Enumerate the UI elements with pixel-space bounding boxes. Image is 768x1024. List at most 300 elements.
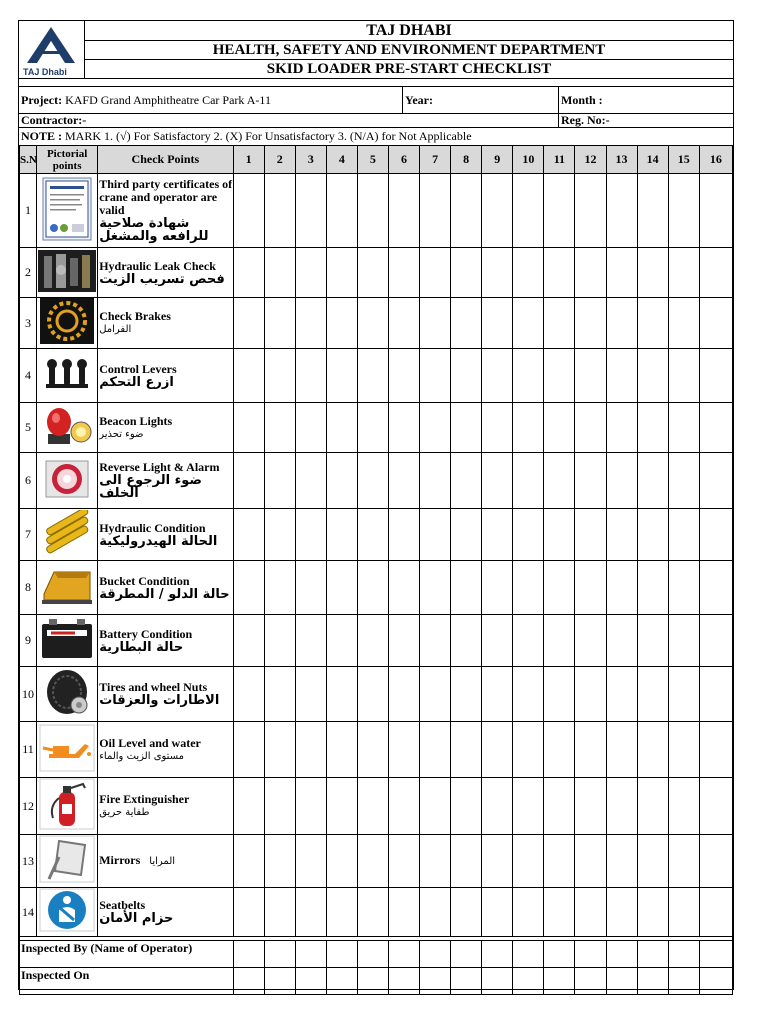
day-check-cell[interactable] bbox=[233, 174, 264, 248]
table-row bbox=[20, 174, 733, 248]
day-check-cell[interactable] bbox=[699, 248, 732, 298]
day-check-cell[interactable] bbox=[575, 509, 606, 561]
day-check-cell[interactable] bbox=[326, 561, 357, 615]
day-check-cell[interactable] bbox=[357, 298, 388, 349]
day-check-cell[interactable] bbox=[699, 174, 732, 248]
signature-cell[interactable] bbox=[295, 941, 326, 968]
day-check-cell[interactable] bbox=[544, 298, 575, 349]
day-check-cell[interactable] bbox=[575, 778, 606, 835]
day-check-cell[interactable] bbox=[606, 667, 637, 722]
day-check-cell[interactable] bbox=[544, 722, 575, 778]
day-check-cell[interactable] bbox=[668, 722, 699, 778]
day-check-cell[interactable] bbox=[699, 778, 732, 835]
signature-cell[interactable] bbox=[357, 968, 388, 995]
signature-cell[interactable] bbox=[264, 968, 295, 995]
day-check-cell[interactable] bbox=[420, 667, 451, 722]
year-field[interactable]: Year: bbox=[403, 87, 559, 113]
day-check-cell[interactable] bbox=[575, 174, 606, 248]
day-check-cell[interactable] bbox=[513, 509, 544, 561]
signature-cell[interactable] bbox=[326, 968, 357, 995]
day-check-cell[interactable] bbox=[668, 248, 699, 298]
day-check-cell[interactable] bbox=[451, 615, 482, 667]
check-point-cell bbox=[98, 174, 233, 248]
day-check-cell[interactable] bbox=[451, 667, 482, 722]
day-check-cell[interactable] bbox=[420, 403, 451, 453]
day-check-cell[interactable] bbox=[357, 778, 388, 835]
signature-cell[interactable] bbox=[699, 941, 732, 968]
day-check-cell[interactable] bbox=[699, 349, 732, 403]
day-check-cell[interactable] bbox=[295, 888, 326, 937]
day-check-cell[interactable] bbox=[544, 453, 575, 509]
day-check-cell[interactable] bbox=[606, 298, 637, 349]
day-check-cell[interactable] bbox=[264, 835, 295, 888]
day-check-cell[interactable] bbox=[668, 403, 699, 453]
signature-cell[interactable] bbox=[513, 941, 544, 968]
day-check-cell[interactable] bbox=[513, 453, 544, 509]
day-check-cell[interactable] bbox=[357, 453, 388, 509]
day-check-cell[interactable] bbox=[482, 298, 513, 349]
day-check-cell[interactable] bbox=[388, 174, 419, 248]
project-value: KAFD Grand Amphitheatre Car Park A-11 bbox=[65, 93, 271, 107]
taj-logo-icon bbox=[19, 21, 83, 67]
day-check-cell[interactable] bbox=[637, 248, 668, 298]
day-check-cell[interactable] bbox=[326, 509, 357, 561]
day-check-cell[interactable] bbox=[264, 349, 295, 403]
day-check-cell[interactable] bbox=[420, 509, 451, 561]
day-check-cell[interactable] bbox=[699, 888, 732, 937]
day-check-cell[interactable] bbox=[575, 722, 606, 778]
day-check-cell[interactable] bbox=[264, 888, 295, 937]
day-check-cell[interactable] bbox=[264, 298, 295, 349]
check-point-label: Oil Level and water bbox=[99, 735, 201, 750]
day-check-cell[interactable] bbox=[326, 248, 357, 298]
day-check-cell[interactable] bbox=[544, 615, 575, 667]
check-point-cell bbox=[98, 888, 233, 937]
check-point-cell bbox=[98, 453, 233, 509]
day-header: 4 bbox=[326, 146, 357, 174]
check-point-label: Check Brakes bbox=[99, 309, 171, 323]
day-check-cell[interactable] bbox=[699, 509, 732, 561]
day-check-cell[interactable] bbox=[575, 888, 606, 937]
day-check-cell[interactable] bbox=[295, 509, 326, 561]
signature-cell[interactable] bbox=[668, 968, 699, 995]
day-check-cell[interactable] bbox=[575, 298, 606, 349]
day-header: 16 bbox=[699, 146, 732, 174]
day-check-cell[interactable] bbox=[637, 722, 668, 778]
day-check-cell[interactable] bbox=[451, 349, 482, 403]
day-check-cell[interactable] bbox=[668, 888, 699, 937]
day-check-cell[interactable] bbox=[451, 509, 482, 561]
day-check-cell[interactable] bbox=[233, 835, 264, 888]
signature-cell[interactable] bbox=[233, 941, 264, 968]
signature-cell[interactable] bbox=[575, 968, 606, 995]
table-header-row bbox=[20, 146, 733, 174]
day-check-cell[interactable] bbox=[482, 248, 513, 298]
day-check-cell[interactable] bbox=[451, 403, 482, 453]
day-check-cell[interactable] bbox=[482, 174, 513, 248]
day-check-cell[interactable] bbox=[637, 615, 668, 667]
reg-no-field[interactable]: Reg. No:- bbox=[561, 114, 610, 127]
signature-cell[interactable] bbox=[637, 968, 668, 995]
day-check-cell[interactable] bbox=[513, 888, 544, 937]
day-check-cell[interactable] bbox=[233, 349, 264, 403]
signature-cell[interactable] bbox=[482, 941, 513, 968]
day-check-cell[interactable] bbox=[388, 349, 419, 403]
day-check-cell[interactable] bbox=[637, 509, 668, 561]
day-check-cell[interactable] bbox=[668, 349, 699, 403]
pictorial-header-line2: points bbox=[52, 159, 82, 172]
signature-cell[interactable] bbox=[606, 968, 637, 995]
day-check-cell[interactable] bbox=[606, 778, 637, 835]
day-check-cell[interactable] bbox=[264, 615, 295, 667]
day-check-cell[interactable] bbox=[295, 174, 326, 248]
day-check-cell[interactable] bbox=[637, 778, 668, 835]
day-check-cell[interactable] bbox=[388, 453, 419, 509]
signature-cell[interactable] bbox=[233, 968, 264, 995]
day-check-cell[interactable] bbox=[233, 615, 264, 667]
day-check-cell[interactable] bbox=[264, 561, 295, 615]
signature-cell[interactable] bbox=[388, 941, 419, 968]
day-check-cell[interactable] bbox=[513, 298, 544, 349]
day-check-cell[interactable] bbox=[357, 615, 388, 667]
day-check-cell[interactable] bbox=[544, 778, 575, 835]
day-check-cell[interactable] bbox=[637, 403, 668, 453]
day-check-cell[interactable] bbox=[513, 561, 544, 615]
day-check-cell[interactable] bbox=[637, 298, 668, 349]
day-check-cell[interactable] bbox=[606, 888, 637, 937]
day-check-cell[interactable] bbox=[357, 722, 388, 778]
day-check-cell[interactable] bbox=[295, 835, 326, 888]
day-check-cell[interactable] bbox=[233, 453, 264, 509]
day-check-cell[interactable] bbox=[482, 403, 513, 453]
row-number: 5 bbox=[20, 403, 37, 453]
day-check-cell[interactable] bbox=[357, 888, 388, 937]
day-check-cell[interactable] bbox=[544, 667, 575, 722]
day-check-cell[interactable] bbox=[699, 667, 732, 722]
day-check-cell[interactable] bbox=[388, 667, 419, 722]
day-check-cell[interactable] bbox=[544, 248, 575, 298]
day-check-cell[interactable] bbox=[264, 174, 295, 248]
day-check-cell[interactable] bbox=[264, 403, 295, 453]
day-check-cell[interactable] bbox=[451, 453, 482, 509]
day-check-cell[interactable] bbox=[482, 349, 513, 403]
signature-cell[interactable] bbox=[357, 941, 388, 968]
day-check-cell[interactable] bbox=[606, 453, 637, 509]
day-check-cell[interactable] bbox=[388, 248, 419, 298]
day-check-cell[interactable] bbox=[606, 615, 637, 667]
day-check-cell[interactable] bbox=[264, 248, 295, 298]
day-check-cell[interactable] bbox=[668, 453, 699, 509]
day-check-cell[interactable] bbox=[451, 888, 482, 937]
day-check-cell[interactable] bbox=[451, 174, 482, 248]
day-check-cell[interactable] bbox=[699, 403, 732, 453]
day-check-cell[interactable] bbox=[357, 403, 388, 453]
check-point-arabic: الفرامل bbox=[99, 324, 132, 335]
day-check-cell[interactable] bbox=[420, 248, 451, 298]
day-check-cell[interactable] bbox=[513, 403, 544, 453]
day-check-cell[interactable] bbox=[544, 174, 575, 248]
day-check-cell[interactable] bbox=[668, 835, 699, 888]
signature-cell[interactable] bbox=[637, 941, 668, 968]
pictorial-cell bbox=[37, 888, 98, 937]
day-check-cell[interactable] bbox=[668, 561, 699, 615]
month-field[interactable]: Month : bbox=[561, 93, 603, 107]
day-check-cell[interactable] bbox=[326, 298, 357, 349]
day-check-cell[interactable] bbox=[544, 835, 575, 888]
day-check-cell[interactable] bbox=[326, 835, 357, 888]
day-check-cell[interactable] bbox=[264, 722, 295, 778]
day-check-cell[interactable] bbox=[699, 453, 732, 509]
day-check-cell[interactable] bbox=[357, 349, 388, 403]
day-check-cell[interactable] bbox=[233, 722, 264, 778]
day-check-cell[interactable] bbox=[482, 615, 513, 667]
row-number: 14 bbox=[20, 888, 37, 937]
day-check-cell[interactable] bbox=[420, 722, 451, 778]
day-check-cell[interactable] bbox=[575, 349, 606, 403]
brake-disc-icon bbox=[40, 298, 94, 348]
day-check-cell[interactable] bbox=[637, 888, 668, 937]
day-check-cell[interactable] bbox=[482, 453, 513, 509]
day-check-cell[interactable] bbox=[451, 248, 482, 298]
day-check-cell[interactable] bbox=[482, 667, 513, 722]
day-check-cell[interactable] bbox=[295, 561, 326, 615]
day-check-cell[interactable] bbox=[575, 667, 606, 722]
day-check-cell[interactable] bbox=[295, 453, 326, 509]
day-check-cell[interactable] bbox=[420, 561, 451, 615]
day-check-cell[interactable] bbox=[420, 349, 451, 403]
day-check-cell[interactable] bbox=[699, 722, 732, 778]
day-check-cell[interactable] bbox=[233, 298, 264, 349]
form-title: SKID LOADER PRE-START CHECKLIST bbox=[85, 60, 733, 79]
signature-cell[interactable] bbox=[606, 941, 637, 968]
day-check-cell[interactable] bbox=[357, 835, 388, 888]
check-point-label: Seatbelts bbox=[99, 898, 146, 912]
day-check-cell[interactable] bbox=[326, 778, 357, 835]
day-check-cell[interactable] bbox=[357, 248, 388, 298]
day-check-cell[interactable] bbox=[575, 403, 606, 453]
day-check-cell[interactable] bbox=[233, 248, 264, 298]
day-check-cell[interactable] bbox=[357, 509, 388, 561]
day-check-cell[interactable] bbox=[482, 778, 513, 835]
day-check-cell[interactable] bbox=[513, 174, 544, 248]
day-check-cell[interactable] bbox=[264, 667, 295, 722]
signature-cell[interactable] bbox=[420, 968, 451, 995]
day-check-cell[interactable] bbox=[637, 667, 668, 722]
day-check-cell[interactable] bbox=[544, 561, 575, 615]
day-check-cell[interactable] bbox=[233, 888, 264, 937]
bucket-icon bbox=[40, 564, 94, 612]
day-check-cell[interactable] bbox=[357, 667, 388, 722]
day-check-cell[interactable] bbox=[357, 561, 388, 615]
day-check-cell[interactable] bbox=[420, 778, 451, 835]
signature-cell[interactable] bbox=[295, 968, 326, 995]
signature-cell[interactable] bbox=[575, 941, 606, 968]
day-check-cell[interactable] bbox=[233, 778, 264, 835]
day-check-cell[interactable] bbox=[420, 298, 451, 349]
day-check-cell[interactable] bbox=[388, 403, 419, 453]
day-check-cell[interactable] bbox=[295, 298, 326, 349]
day-check-cell[interactable] bbox=[388, 561, 419, 615]
day-check-cell[interactable] bbox=[482, 561, 513, 615]
day-check-cell[interactable] bbox=[264, 453, 295, 509]
day-check-cell[interactable] bbox=[295, 403, 326, 453]
day-check-cell[interactable] bbox=[482, 722, 513, 778]
day-check-cell[interactable] bbox=[699, 835, 732, 888]
signature-cell[interactable] bbox=[544, 968, 575, 995]
day-check-cell[interactable] bbox=[420, 835, 451, 888]
day-check-cell[interactable] bbox=[575, 615, 606, 667]
table-row bbox=[20, 888, 733, 937]
signature-cell[interactable] bbox=[451, 941, 482, 968]
day-check-cell[interactable] bbox=[451, 561, 482, 615]
day-check-cell[interactable] bbox=[482, 888, 513, 937]
day-check-cell[interactable] bbox=[295, 667, 326, 722]
day-check-cell[interactable] bbox=[575, 453, 606, 509]
check-point-label: Hydraulic Condition bbox=[99, 520, 206, 535]
day-check-cell[interactable] bbox=[513, 722, 544, 778]
check-point-cell bbox=[98, 403, 233, 453]
day-check-cell[interactable] bbox=[451, 298, 482, 349]
signature-cell[interactable] bbox=[420, 941, 451, 968]
signature-cell[interactable] bbox=[482, 968, 513, 995]
day-check-cell[interactable] bbox=[637, 835, 668, 888]
day-check-cell[interactable] bbox=[295, 349, 326, 403]
day-header: 12 bbox=[575, 146, 606, 174]
pictorial-cell bbox=[37, 174, 98, 248]
day-check-cell[interactable] bbox=[513, 778, 544, 835]
day-check-cell[interactable] bbox=[668, 667, 699, 722]
battery-icon bbox=[39, 616, 95, 666]
day-check-cell[interactable] bbox=[388, 722, 419, 778]
day-check-cell[interactable] bbox=[388, 778, 419, 835]
day-check-cell[interactable] bbox=[420, 174, 451, 248]
table-row bbox=[20, 349, 733, 403]
inspected-on-row-label: Inspected On bbox=[20, 968, 234, 995]
day-check-cell[interactable] bbox=[513, 667, 544, 722]
signature-cell[interactable] bbox=[699, 968, 732, 995]
day-check-cell[interactable] bbox=[326, 888, 357, 937]
check-point-cell bbox=[98, 667, 233, 722]
day-check-cell[interactable] bbox=[295, 778, 326, 835]
day-check-cell[interactable] bbox=[264, 509, 295, 561]
signature-cell[interactable] bbox=[264, 941, 295, 968]
signature-cell[interactable] bbox=[668, 941, 699, 968]
day-check-cell[interactable] bbox=[606, 509, 637, 561]
day-check-cell[interactable] bbox=[513, 349, 544, 403]
check-point-cell bbox=[98, 722, 233, 778]
day-check-cell[interactable] bbox=[388, 615, 419, 667]
day-check-cell[interactable] bbox=[544, 349, 575, 403]
day-check-cell[interactable] bbox=[699, 615, 732, 667]
day-check-cell[interactable] bbox=[606, 722, 637, 778]
day-check-cell[interactable] bbox=[606, 248, 637, 298]
signature-cell[interactable] bbox=[451, 968, 482, 995]
day-check-cell[interactable] bbox=[388, 835, 419, 888]
check-point-label: Mirrors bbox=[99, 853, 141, 867]
check-point-label: Control Levers bbox=[99, 361, 177, 376]
day-check-cell[interactable] bbox=[388, 888, 419, 937]
day-check-cell[interactable] bbox=[326, 403, 357, 453]
day-check-cell[interactable] bbox=[637, 453, 668, 509]
signature-cell[interactable] bbox=[388, 968, 419, 995]
day-check-cell[interactable] bbox=[388, 298, 419, 349]
day-check-cell[interactable] bbox=[482, 835, 513, 888]
day-check-cell[interactable] bbox=[637, 561, 668, 615]
day-check-cell[interactable] bbox=[420, 888, 451, 937]
tire-icon bbox=[39, 667, 95, 721]
day-header: 3 bbox=[295, 146, 326, 174]
day-check-cell[interactable] bbox=[482, 509, 513, 561]
day-check-cell[interactable] bbox=[326, 174, 357, 248]
day-check-cell[interactable] bbox=[326, 667, 357, 722]
day-check-cell[interactable] bbox=[264, 778, 295, 835]
day-check-cell[interactable] bbox=[295, 248, 326, 298]
day-check-cell[interactable] bbox=[699, 561, 732, 615]
day-check-cell[interactable] bbox=[575, 248, 606, 298]
day-check-cell[interactable] bbox=[326, 722, 357, 778]
signature-cell[interactable] bbox=[326, 941, 357, 968]
day-check-cell[interactable] bbox=[606, 835, 637, 888]
check-point-arabic: ضوء الرجوع الى الخلف bbox=[99, 473, 202, 501]
day-check-cell[interactable] bbox=[451, 722, 482, 778]
day-check-cell[interactable] bbox=[420, 615, 451, 667]
day-header: 7 bbox=[420, 146, 451, 174]
day-check-cell[interactable] bbox=[699, 298, 732, 349]
day-check-cell[interactable] bbox=[606, 403, 637, 453]
day-check-cell[interactable] bbox=[451, 835, 482, 888]
day-check-cell[interactable] bbox=[513, 248, 544, 298]
day-check-cell[interactable] bbox=[575, 835, 606, 888]
day-check-cell[interactable] bbox=[326, 453, 357, 509]
day-check-cell[interactable] bbox=[388, 509, 419, 561]
day-check-cell[interactable] bbox=[233, 561, 264, 615]
day-check-cell[interactable] bbox=[606, 174, 637, 248]
check-point-arabic: ضوء تحذير bbox=[99, 428, 144, 440]
day-check-cell[interactable] bbox=[295, 615, 326, 667]
day-check-cell[interactable] bbox=[637, 349, 668, 403]
signature-cell[interactable] bbox=[513, 968, 544, 995]
day-check-cell[interactable] bbox=[295, 722, 326, 778]
day-check-cell[interactable] bbox=[513, 835, 544, 888]
day-check-cell[interactable] bbox=[233, 667, 264, 722]
day-check-cell[interactable] bbox=[544, 888, 575, 937]
day-check-cell[interactable] bbox=[575, 561, 606, 615]
day-check-cell[interactable] bbox=[668, 778, 699, 835]
day-check-cell[interactable] bbox=[420, 453, 451, 509]
day-check-cell[interactable] bbox=[668, 174, 699, 248]
contractor-field[interactable]: Contractor:- bbox=[19, 114, 559, 127]
day-check-cell[interactable] bbox=[326, 615, 357, 667]
check-point-label: Hydraulic Leak Check bbox=[99, 258, 216, 273]
day-check-cell[interactable] bbox=[544, 403, 575, 453]
day-check-cell[interactable] bbox=[668, 509, 699, 561]
day-check-cell[interactable] bbox=[451, 778, 482, 835]
day-check-cell[interactable] bbox=[637, 174, 668, 248]
day-check-cell[interactable] bbox=[326, 349, 357, 403]
day-check-cell[interactable] bbox=[233, 509, 264, 561]
day-check-cell[interactable] bbox=[606, 561, 637, 615]
signature-cell[interactable] bbox=[544, 941, 575, 968]
seatbelt-icon bbox=[39, 888, 95, 936]
day-check-cell[interactable] bbox=[544, 509, 575, 561]
day-check-cell[interactable] bbox=[606, 349, 637, 403]
day-check-cell[interactable] bbox=[513, 615, 544, 667]
day-check-cell[interactable] bbox=[668, 615, 699, 667]
day-check-cell[interactable] bbox=[668, 298, 699, 349]
day-check-cell[interactable] bbox=[233, 403, 264, 453]
row-number: 3 bbox=[20, 298, 37, 349]
day-check-cell[interactable] bbox=[357, 174, 388, 248]
